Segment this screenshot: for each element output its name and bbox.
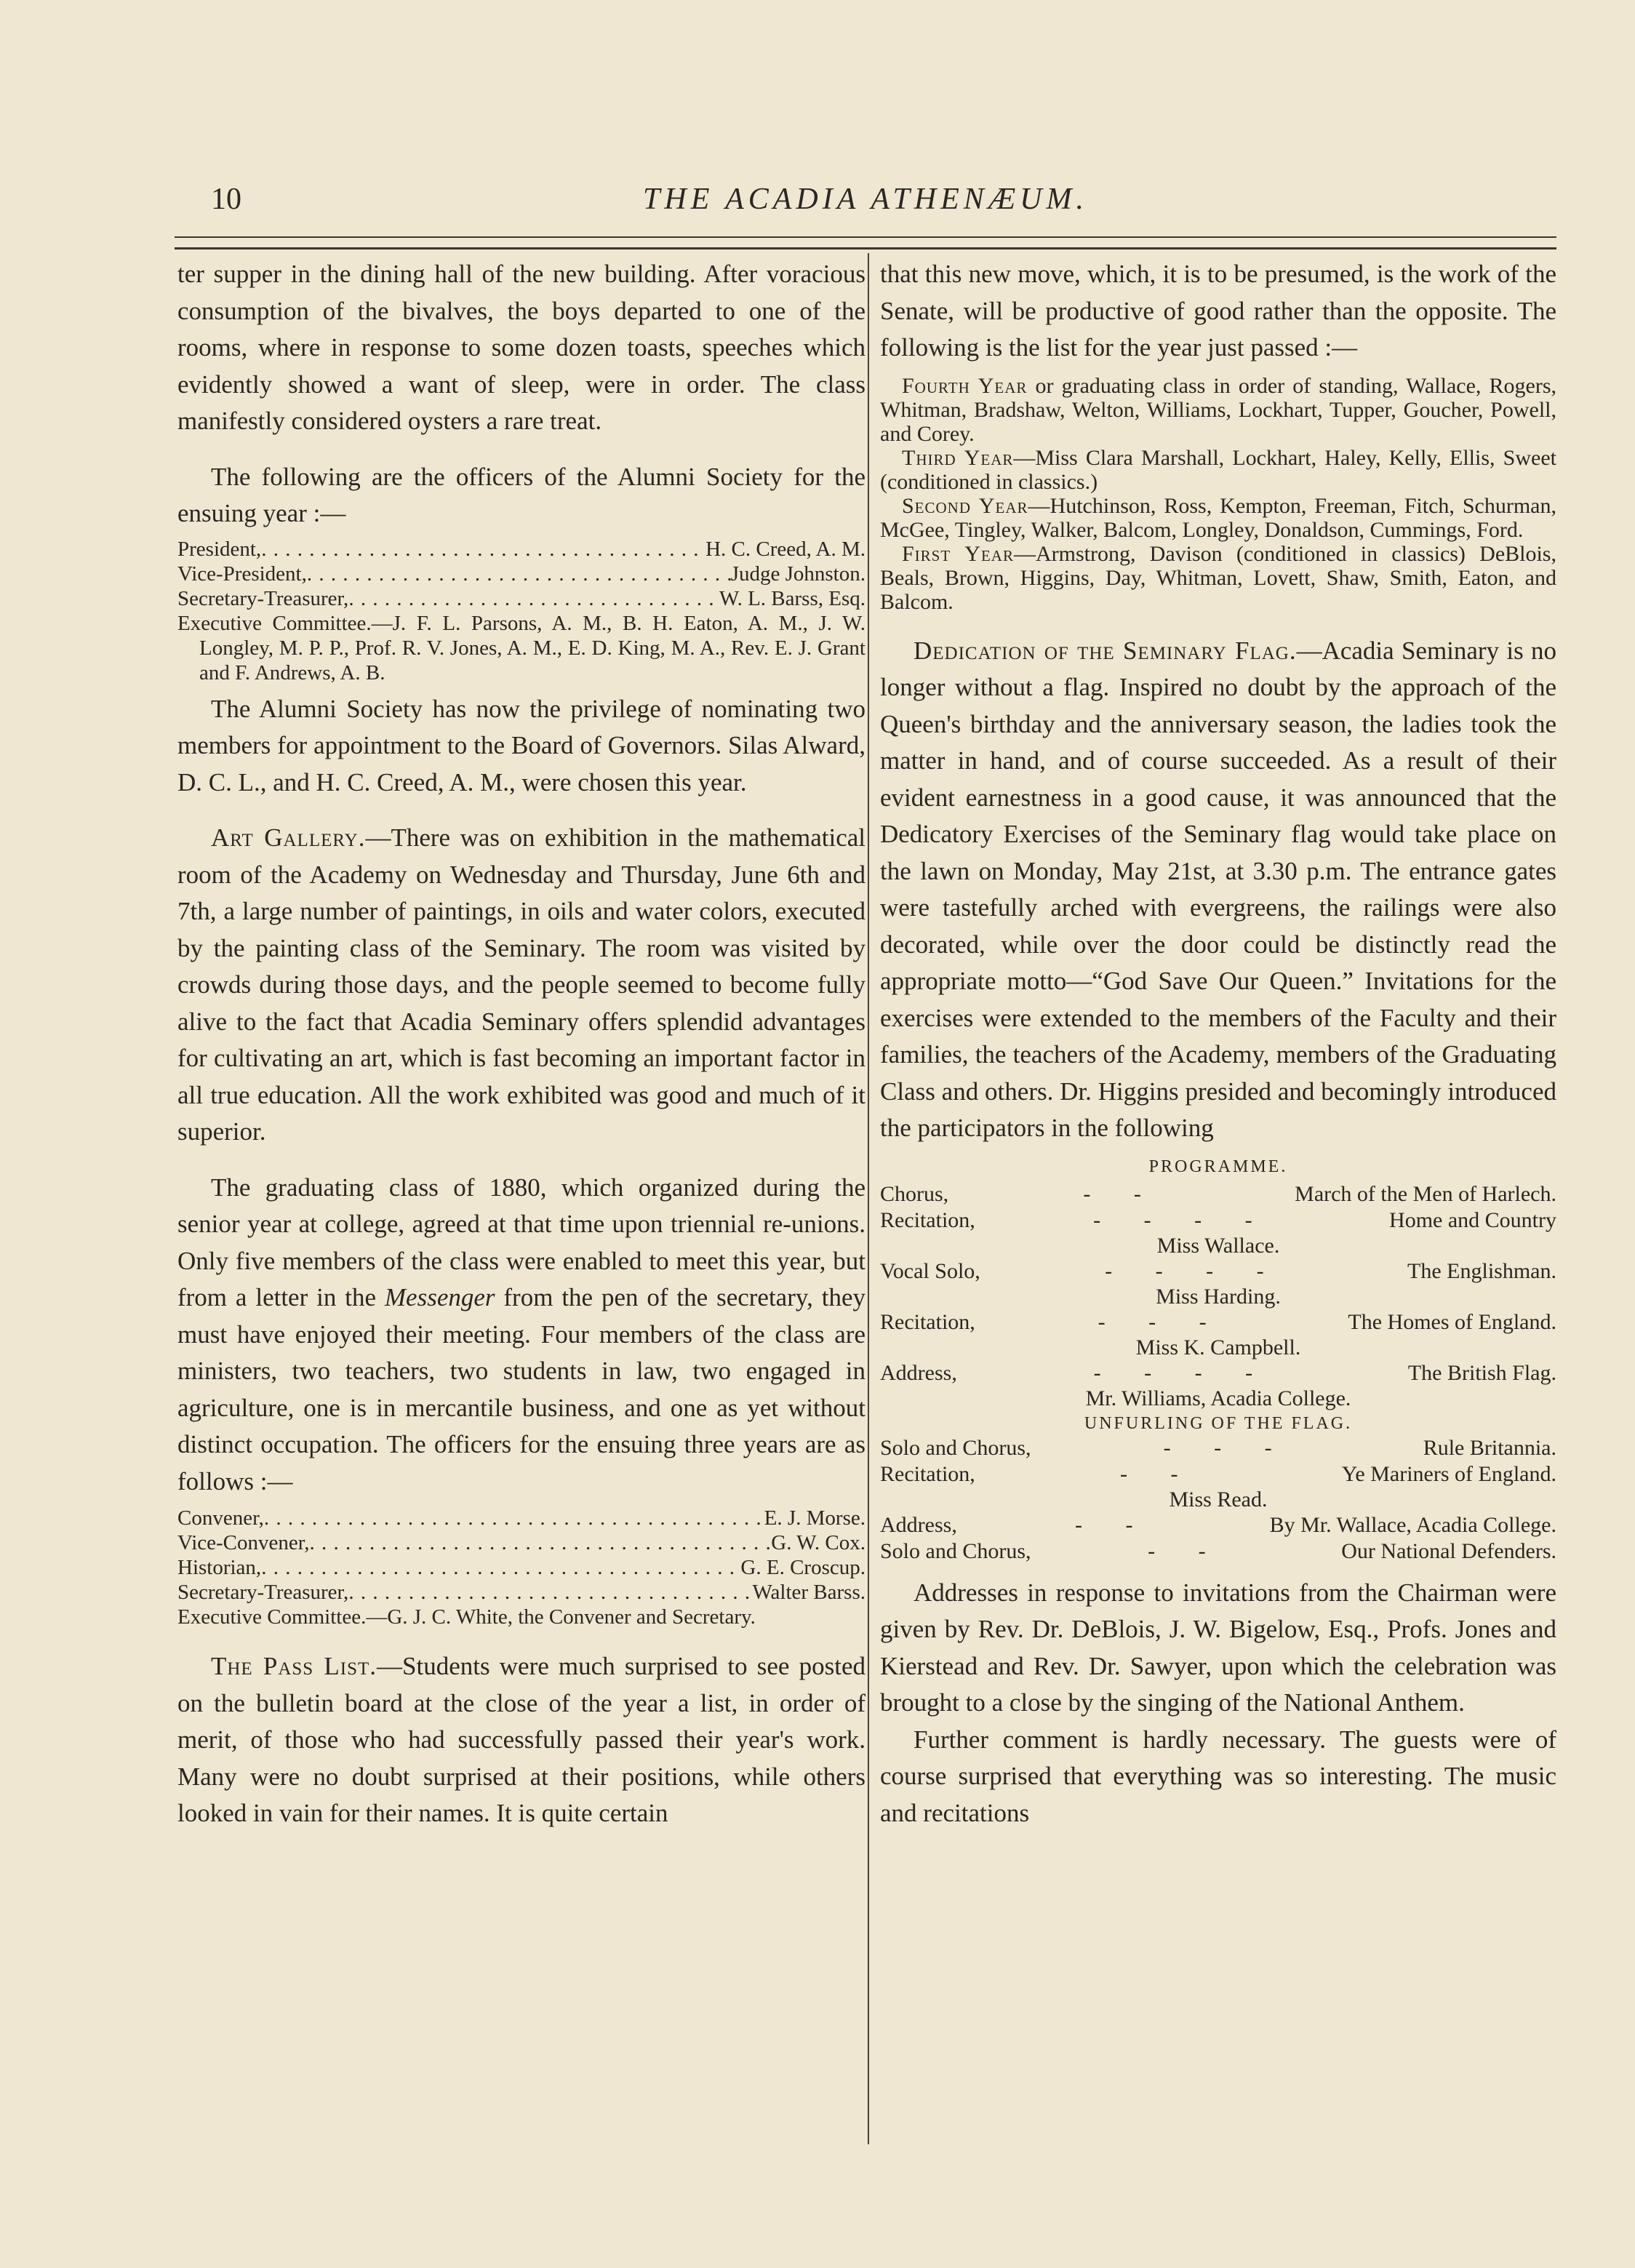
leader-dots xyxy=(310,1530,772,1555)
officer-row xyxy=(177,1506,866,1530)
left-column xyxy=(177,256,866,1832)
officer-role: Secretary-Treasurer, xyxy=(177,1581,349,1604)
programme-item: Chorus, xyxy=(880,1181,949,1206)
oyster-supper-paragraph: ter supper in the dining hall of the new building. After voracious consumption of the bivalves, the boys departed to one of the rooms, where in response to some dozen toasts, speeches which evidently showed a want of sleep, were in order. The class manifestly considered oysters a rare treat. xyxy=(177,260,866,435)
flag-dedication-paragraph xyxy=(880,633,1556,1147)
programme-piece: The British Flag. xyxy=(1407,1360,1556,1385)
programme-piece: By Mr. Wallace, Acadia College. xyxy=(1269,1512,1556,1537)
officer-row xyxy=(177,1580,866,1605)
programme-performer: Miss Read. xyxy=(1169,1487,1268,1512)
officer-role: Vice-Convener, xyxy=(177,1531,310,1554)
officer-row xyxy=(177,562,866,586)
programme-item: Recitation, xyxy=(880,1207,975,1232)
officer-row xyxy=(177,586,866,611)
column-divider xyxy=(868,253,869,2144)
year-names: —Armstrong, Davison (conditioned in classics) DeBlois, Beals, Brown, Higgins, Day, Whitman, Lovett, Shaw, Smith, Eaton, and Balcom. xyxy=(880,541,1556,614)
officer-name: H. C. Creed, A. M. xyxy=(705,537,866,561)
class-1880-text-b: from the pen of the secretary, they must have enjoyed their meeting. Four members of the class are ministers, two teachers, two students in law, two engaged in agriculture, one is in mercantile business, and one as yet without distinct occupation. The officers for the ensuing three years are as follows :— xyxy=(177,1283,866,1496)
programme-row xyxy=(880,1512,1556,1538)
programme-title: PROGRAMME. xyxy=(1148,1157,1288,1176)
officer-row xyxy=(177,1530,866,1555)
year-label: Third Year xyxy=(902,445,1014,470)
programme-row xyxy=(880,1309,1556,1335)
officer-row xyxy=(177,537,866,562)
running-title: THE ACADIA ATHENÆUM. xyxy=(643,183,1088,216)
officer-name: Walter Barss. xyxy=(752,1581,866,1604)
programme-item: Recitation, xyxy=(880,1461,975,1486)
programme-piece: March of the Men of Harlech. xyxy=(1295,1181,1556,1206)
programme-row xyxy=(880,1181,1556,1207)
officer-role: Vice-President, xyxy=(177,562,307,586)
programme-row xyxy=(880,1461,1556,1488)
class-executive-committee: Executive Committee.—G. J. C. White, the Convener and Secretary. xyxy=(177,1605,756,1629)
leader-dots xyxy=(261,1555,740,1580)
programme-row xyxy=(880,1258,1556,1285)
year-names: —Miss Clara Marshall, Lockhart, Haley, Kelly, Ellis, Sweet (conditioned in classics.) xyxy=(880,445,1556,494)
programme-dashes: - - - - xyxy=(1093,1360,1272,1385)
art-gallery-text: —There was on exhibition in the mathematical room of the Academy on Wednesday and Thursday, June 6th and 7th, a large number of paintings, in oils and water colors, executed by the painting class of the Seminary. The room was visited by crowds during those days, and the people seemed to become fully alive to the fact that Acadia Seminary offers splendid advantages for cultivating an art, which is fast becoming an important factor in all true education. All the work exhibited was good and much of it superior. xyxy=(177,823,866,1146)
year-label: Second Year xyxy=(902,493,1028,518)
class-officers-list xyxy=(177,1506,866,1629)
officer-name: G. E. Croscup. xyxy=(740,1556,866,1579)
officer-name: Judge Johnston. xyxy=(730,562,866,586)
art-gallery-heading: Art Gallery. xyxy=(211,823,366,852)
board-nomination-paragraph: The Alumni Society has now the privilege of nominating two members for appointment to the Board of Governors. Silas Alward, D. C. L., and H. C. Creed, A. M., were chosen this year. xyxy=(177,694,866,796)
programme-piece: The Englishman. xyxy=(1407,1258,1556,1283)
right-column xyxy=(880,256,1556,1832)
year-list-entry xyxy=(880,542,1556,614)
programme-item: Vocal Solo, xyxy=(880,1258,980,1283)
programme-dashes: - - - - xyxy=(1093,1207,1271,1232)
programme-dashes: - - xyxy=(1120,1461,1197,1486)
leader-dots xyxy=(307,562,731,586)
programme-performer: Miss Wallace. xyxy=(1156,1233,1280,1258)
programme-piece: The Homes of England. xyxy=(1348,1309,1556,1334)
officer-role: Historian, xyxy=(177,1556,262,1579)
officer-role: Secretary-Treasurer, xyxy=(177,586,349,610)
programme-piece: Rule Britannia. xyxy=(1423,1435,1556,1460)
year-list-entry xyxy=(880,374,1556,446)
programme-performer: Miss Harding. xyxy=(1156,1284,1281,1309)
programme-dashes: - - - xyxy=(1163,1435,1291,1460)
pass-list-paragraph xyxy=(177,1648,866,1832)
alumni-executive-committee: Executive Committee.—J. F. L. Parsons, A. M., B. H. Eaton, A. M., J. W. Longley, M. P. P., Prof. R. V. Jones, A. M., E. D. King, M. A., Rev. E. J. Grant and F. Andrews, A. B. xyxy=(177,611,866,684)
officer-role: President, xyxy=(177,537,262,561)
year-list-entry xyxy=(880,494,1556,542)
pass-list-continued: that this new move, which, it is to be presumed, is the work of the Senate, will be productive of good rather than the opposite. The following is the list for the year just passed :— xyxy=(880,260,1556,362)
art-gallery-paragraph xyxy=(177,820,866,1151)
pass-list-heading: The Pass List. xyxy=(211,1652,377,1680)
addresses-paragraph: Addresses in response to invitations from the Chairman were given by Rev. Dr. DeBlois, J. W. Bigelow, Esq., Profs. Jones and Kierstead and Rev. Dr. Sawyer, upon which the celebration was brought to a close by the singing of the National Anthem. xyxy=(880,1578,1556,1717)
class-1880-text-a: The graduating class of 1880, which organized during the senior year at college, agreed at that time upon triennial re-unions. Only five members of the class were enabled to meet this year, but from a letter in the xyxy=(177,1173,866,1311)
programme-performer: Mr. Williams, Acadia College. xyxy=(1085,1386,1351,1410)
programme-piece: Our National Defenders. xyxy=(1341,1538,1556,1563)
unfurling-heading: UNFURLING OF THE FLAG. xyxy=(1084,1413,1353,1433)
leader-dots xyxy=(348,1580,752,1605)
header-rule-double xyxy=(175,247,1556,249)
programme-item: Address, xyxy=(880,1360,957,1385)
flag-dedication-heading: Dedication of the Seminary Flag. xyxy=(914,636,1297,665)
programme-dashes: - - xyxy=(1074,1512,1152,1537)
year-names: or graduating class in order of standing, Wallace, Rogers, Whitman, Bradshaw, Welton, Williams, Lockhart, Tupper, Goucher, Powell, and Corey. xyxy=(880,373,1557,446)
programme-piece: Ye Mariners of England. xyxy=(1341,1461,1556,1486)
further-comment-paragraph: Further comment is hardly necessary. The guests were of course surprised that everything was so interesting. The music and recitations xyxy=(880,1725,1556,1827)
programme-list xyxy=(880,1181,1556,1565)
programme-item: Solo and Chorus, xyxy=(880,1538,1031,1563)
page-number: 10 xyxy=(211,183,241,216)
year-label: Fourth Year xyxy=(902,373,1028,398)
programme-row xyxy=(880,1207,1556,1234)
header-rule xyxy=(175,236,1556,238)
officer-name: W. L. Barss, Esq. xyxy=(719,586,866,610)
programme-row xyxy=(880,1538,1556,1565)
year-label: First Year xyxy=(902,541,1014,566)
programme-row xyxy=(880,1435,1556,1461)
leader-dots xyxy=(261,537,705,562)
alumni-intro-paragraph: The following are the officers of the Alumni Society for the ensuing year :— xyxy=(177,462,866,527)
page-header xyxy=(175,182,1556,225)
programme-item: Recitation, xyxy=(880,1309,975,1334)
flag-dedication-text: —Acadia Seminary is no longer without a flag. Inspired no doubt by the approach of the Queen's birthday and the anniversary season, the ladies took the matter in hand, and of course succeeded. As a result of their evident earnestness in a good cause, it was announced that the Dedicatory Exercises of the Seminary flag would take place on the lawn on Monday, May 21st, at 3.30 p.m. The entrance gates were tastefully arched with evergreens, the railings were also decorated, while over the door could be distinctly read the appropriate motto—“God Save Our Queen.” Invitations for the exercises were extended to the members of the Faculty and their families, the teachers of the Academy, members of the Graduating Class and others. Dr. Higgins presided and becomingly introduced the participators in the following xyxy=(880,636,1556,1142)
messenger-title: Messenger xyxy=(384,1283,495,1311)
pass-list-text: —Students were much surprised to see posted on the bulletin board at the close of the year a list, in order of merit, of those who had successfully passed their year's work. Many were no doubt surprised at their positions, while others looked in vain for their names. It is quite certain xyxy=(177,1652,866,1827)
programme-piece: Home and Country xyxy=(1389,1207,1556,1232)
leader-dots xyxy=(264,1506,764,1530)
programme-dashes: - - xyxy=(1148,1538,1225,1563)
year-list-entry xyxy=(880,446,1556,494)
officer-role: Convener, xyxy=(177,1506,264,1530)
programme-performer: Miss K. Campbell. xyxy=(1135,1335,1301,1359)
programme-dashes: - - - - xyxy=(1105,1258,1283,1283)
officer-name: G. W. Cox. xyxy=(771,1531,866,1554)
programme-item: Address, xyxy=(880,1512,957,1537)
year-names: —Hutchinson, Ross, Kempton, Freeman, Fitch, Schurman, McGee, Tingley, Walker, Balcom, Longley, Donaldson, Cummings, Ford. xyxy=(880,493,1556,542)
programme-dashes: - - xyxy=(1083,1181,1160,1206)
programme-row xyxy=(880,1360,1556,1386)
alumni-officers-list xyxy=(177,537,866,685)
programme-item: Solo and Chorus, xyxy=(880,1435,1031,1460)
officer-name: E. J. Morse. xyxy=(764,1506,866,1530)
programme-dashes: - - - xyxy=(1098,1309,1226,1334)
officer-row xyxy=(177,1555,866,1580)
class-1880-paragraph xyxy=(177,1170,866,1501)
year-lists xyxy=(880,374,1556,614)
leader-dots xyxy=(348,586,719,611)
